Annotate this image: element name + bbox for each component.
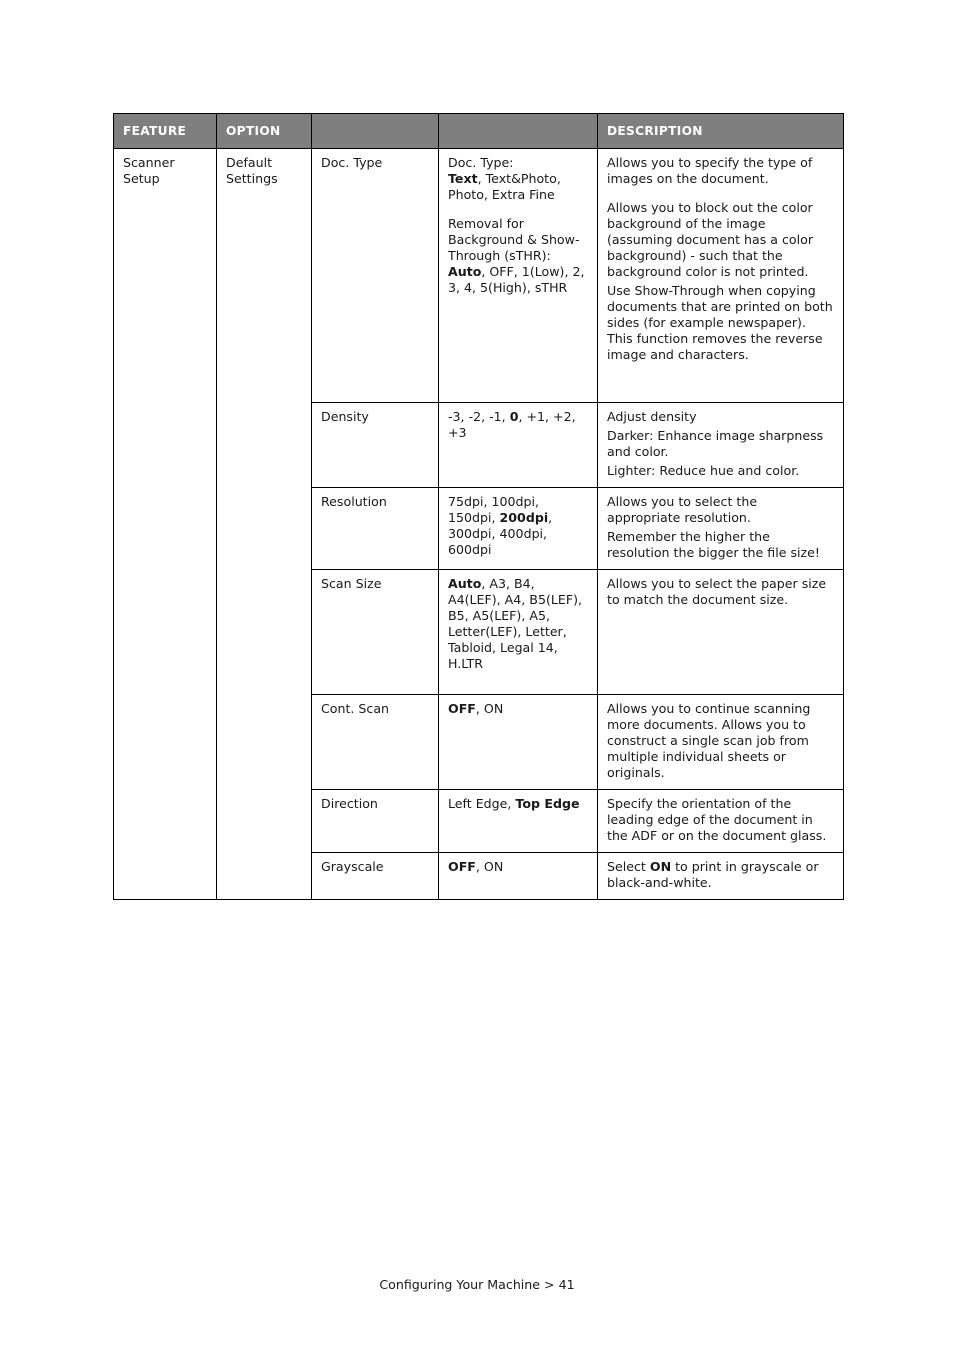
values-text: , +1, +2, +3 bbox=[448, 409, 576, 440]
description-cell bbox=[598, 790, 844, 853]
values-prefix: Doc. Type: bbox=[448, 155, 514, 170]
values-text: 75dpi, 100dpi, 150dpi, bbox=[448, 494, 540, 525]
option-cell bbox=[217, 149, 312, 900]
default-value: 0 bbox=[509, 409, 519, 424]
feature-cell bbox=[114, 149, 217, 900]
values-text: , A3, B4, A4(LEF), A4, B5(LEF), B5, A5(LEF), A5, Letter(LEF), Letter, Tabloid, Legal 14, H.LTR bbox=[448, 576, 583, 671]
setting-label: Cont. Scan bbox=[321, 701, 390, 716]
description-text: Specify the orientation of the leading edge of the document in the ADF or on the document glass. bbox=[607, 796, 827, 843]
setting-label: Scan Size bbox=[321, 576, 382, 591]
values-cell bbox=[439, 488, 598, 570]
description-cell bbox=[598, 488, 844, 570]
setting-cell bbox=[312, 149, 439, 403]
setting-label: Density bbox=[321, 409, 369, 424]
values-text: , 300dpi, 400dpi, 600dpi bbox=[448, 510, 553, 557]
setting-label: Direction bbox=[321, 796, 378, 811]
description-bold: ON bbox=[649, 859, 672, 874]
description-cell bbox=[598, 149, 844, 403]
description-text: Allows you to block out the color background of the image (assuming document has a color background) - such that the background color is not printed. bbox=[607, 200, 814, 279]
setting-cell bbox=[312, 695, 439, 790]
feature-label: Scanner Setup bbox=[123, 155, 175, 186]
values-text: , ON bbox=[475, 859, 504, 874]
values-cell bbox=[439, 695, 598, 790]
default-value: Text bbox=[448, 171, 478, 186]
default-value: Top Edge bbox=[515, 796, 580, 811]
default-value: Auto bbox=[448, 576, 482, 591]
description-text: Adjust density bbox=[607, 409, 697, 424]
default-value: Auto bbox=[448, 264, 482, 279]
values-cell bbox=[439, 790, 598, 853]
table-row bbox=[114, 149, 844, 403]
description-text: Allows you to select the paper size to match the document size. bbox=[607, 576, 827, 607]
description-text: Allows you to select the appropriate resolution. bbox=[607, 494, 758, 525]
description-text: Remember the higher the resolution the bigger the file size! bbox=[607, 529, 820, 560]
values-text: , ON bbox=[475, 701, 504, 716]
values-text: , OFF, 1(Low), 2, 3, 4, 5(High), sTHR bbox=[448, 264, 585, 295]
description-text: Lighter: Reduce hue and color. bbox=[607, 463, 800, 478]
description-text: Allows you to specify the type of images on the document. bbox=[607, 155, 813, 186]
description-text: Use Show-Through when copying documents that are printed on both sides (for example newspaper). This function removes the reverse image and characters. bbox=[607, 283, 833, 362]
table-header-row bbox=[114, 114, 844, 149]
description-text: Select bbox=[607, 859, 650, 874]
header-setting bbox=[312, 114, 439, 149]
values-cell bbox=[439, 403, 598, 488]
setting-label: Resolution bbox=[321, 494, 387, 509]
option-label: Default Settings bbox=[226, 155, 278, 186]
header-feature: FEATURE bbox=[114, 114, 217, 149]
description-cell bbox=[598, 853, 844, 900]
values-cell bbox=[439, 149, 598, 403]
default-value: 200dpi bbox=[499, 510, 549, 525]
values-prefix: Removal for Background & Show-Through (sTHR): bbox=[448, 216, 580, 263]
description-text: Allows you to continue scanning more documents. Allows you to construct a single scan job from multiple individual sheets or originals. bbox=[607, 701, 811, 780]
setting-cell bbox=[312, 790, 439, 853]
values-cell bbox=[439, 570, 598, 695]
default-value: OFF bbox=[448, 701, 476, 716]
default-value: OFF bbox=[448, 859, 476, 874]
values-text: Left Edge, bbox=[448, 796, 516, 811]
setting-label: Doc. Type bbox=[321, 155, 383, 170]
description-text: Darker: Enhance image sharpness and color. bbox=[607, 428, 824, 459]
scanner-settings-table bbox=[113, 113, 844, 900]
values-text: , Text&Photo, Photo, Extra Fine bbox=[448, 171, 561, 202]
setting-cell bbox=[312, 403, 439, 488]
setting-cell bbox=[312, 488, 439, 570]
description-cell bbox=[598, 695, 844, 790]
description-cell bbox=[598, 570, 844, 695]
setting-cell bbox=[312, 853, 439, 900]
values-cell bbox=[439, 853, 598, 900]
setting-cell bbox=[312, 570, 439, 695]
description-text: to print in grayscale or black-and-white. bbox=[607, 859, 819, 890]
page-footer: Configuring Your Machine > 41 bbox=[379, 1277, 575, 1292]
description-cell bbox=[598, 403, 844, 488]
setting-label: Grayscale bbox=[321, 859, 384, 874]
header-description: DESCRIPTION bbox=[598, 114, 844, 149]
values-text: -3, -2, -1, bbox=[448, 409, 510, 424]
header-values bbox=[439, 114, 598, 149]
header-option: OPTION bbox=[217, 114, 312, 149]
